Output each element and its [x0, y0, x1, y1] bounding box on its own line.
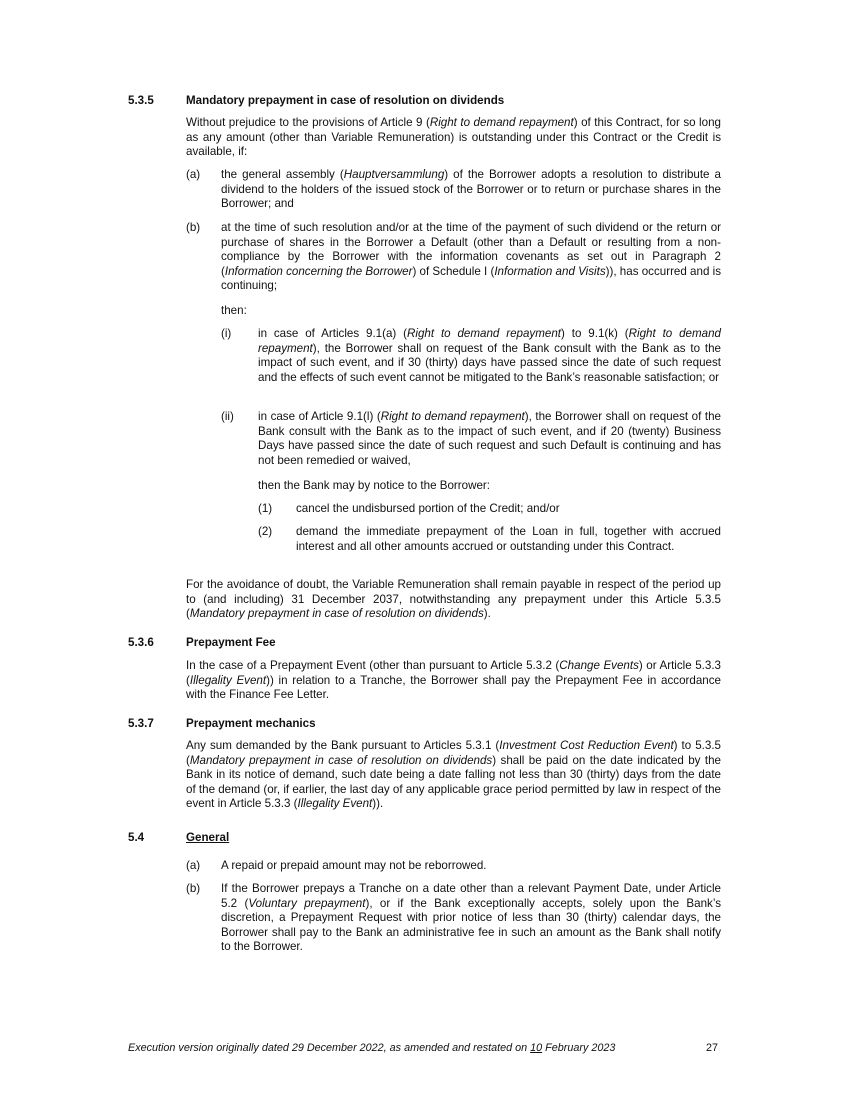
paragraph: In the case of a Prepayment Event (other than pursuant to Article 5.3.2 (Change Events) or Article 5.3.3 (Illegality Event)) in relation to a Tranche, the Borrower shall pay the Prepayment Fee in accordance with the Finance Fee Letter. — [186, 659, 722, 701]
list-label: (b) — [186, 882, 201, 895]
list-item: cancel the undisbursed portion of the Credit; and/or — [296, 502, 560, 515]
section-number: 5.3.6 — [128, 636, 154, 649]
list-item: demand the immediate prepayment of the Loan in full, together with accrued interest and all other amounts accrued or outstanding under this Contract. — [296, 525, 721, 553]
paragraph: Without prejudice to the provisions of Article 9 (Right to demand repayment) of this Contract, for so long as any amount (other than Variable Remuneration) is outstanding under this Contract or the Credit is available, if: — [186, 116, 721, 158]
list-label: (b) — [186, 221, 201, 234]
list-item: in case of Articles 9.1(a) (Right to demand repayment) to 9.1(k) (Right to demand repayment), the Borrower shall on request of the Bank consult with the Bank as to the impact of such event, and if 30 (thirty) days have passed since the date of such request and the effects of such event cannot be mitigated to the Bank’s reasonable satisfaction; or — [258, 327, 721, 384]
section-number: 5.3.7 — [128, 717, 154, 730]
list-label: (1) — [258, 502, 273, 515]
paragraph: then: — [221, 304, 247, 317]
list-item: If the Borrower prepays a Tranche on a date other than a relevant Payment Date, under Article 5.2 (Voluntary prepayment), or if the Bank exceptionally accepts, solely upon the Bank’s discretion, a Prepayment Request with prior notice of less than 30 (thirty) calendar days, the Borrower shall pay to the Bank an administrative fee in such an amount as the Bank shall notify to the Borrower. — [221, 882, 721, 953]
list-label: (i) — [221, 327, 232, 340]
list-item: A repaid or prepaid amount may not be reborrowed. — [221, 859, 487, 872]
paragraph: then the Bank may by notice to the Borrower: — [258, 479, 490, 492]
list-label: (ii) — [221, 410, 234, 423]
section-heading: Prepayment Fee — [186, 636, 276, 649]
section-number: 5.4 — [128, 831, 145, 844]
list-item: the general assembly (Hauptversammlung) of the Borrower adopts a resolution to distribute a dividend to the holders of the issued stock of the Borrower or to return or purchase shares in the Borrower; and — [221, 168, 721, 210]
list-label: (a) — [186, 168, 201, 181]
list-label: (2) — [258, 525, 273, 538]
list-item: at the time of such resolution and/or at the time of the payment of such dividend or the return or purchase of shares in the Borrower a Default (other than a Default or resulting from a non-compliance by the Borrower with the information covenants as set out in Paragraph 2 (Information concerning the Borrower) of Schedule I (Information and Visits)), has occurred and is continuing; — [221, 221, 722, 292]
page-number: 27 — [706, 1042, 719, 1054]
paragraph: Any sum demanded by the Bank pursuant to Articles 5.3.1 (Investment Cost Reduction Event) to 5.3.5 (Mandatory prepayment in case of resolution on dividends) shall be paid on the date indicated by the Bank in its notice of demand, such date being a date falling not less than 30 (thirty) days from the date of the demand (or, if earlier, the last day of any applicable grace period permitted by law in respect of the event in Article 5.3.3 (Illegality Event)). — [186, 739, 721, 810]
section-number: 5.3.5 — [128, 94, 154, 107]
list-item: in case of Article 9.1(l) (Right to demand repayment), the Borrower shall on request of the Bank consult with the Bank as to the impact of such event, and if 20 (twenty) Business Days have passed since the date of such request and such Default is continuing and has not been remedied or waived, — [258, 410, 721, 467]
section-heading: Mandatory prepayment in case of resolution on dividends — [186, 94, 505, 107]
section-heading: General — [186, 831, 230, 844]
section-heading: Prepayment mechanics — [186, 717, 316, 730]
page-footer: Execution version originally dated 29 December 2022, as amended and restated on 10 February 2023 — [128, 1042, 616, 1054]
list-label: (a) — [186, 859, 201, 872]
paragraph: For the avoidance of doubt, the Variable Remuneration shall remain payable in respect of the period up to (and including) 31 December 2037, notwithstanding any prepayment under this Article 5.3.5 (Mandatory prepayment in case of resolution on dividends). — [186, 578, 721, 620]
